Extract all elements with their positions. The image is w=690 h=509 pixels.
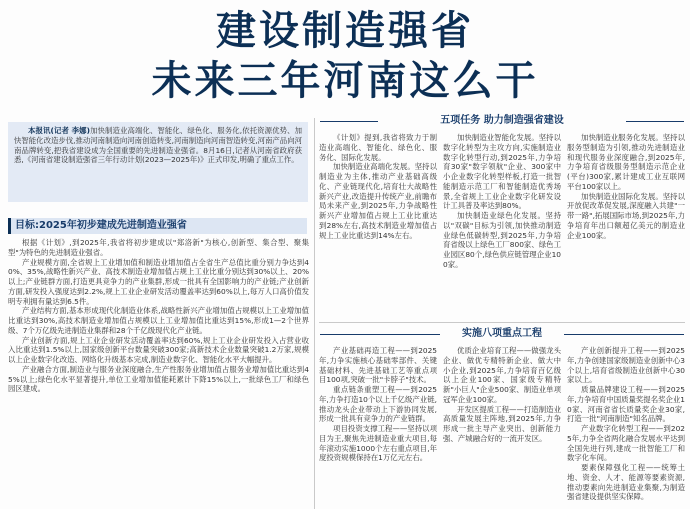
section-goal-paragraph: 产业规模方面,全省规上工业增加值和制造业增加值占全省生产总值比重分别力争达到40%、35%,战略性新兴产业、高技术制造业增加值占规上工业比重分别达到30%以上、20%以上;产业链群方面,打造更具竞争力的产业集群,形成一批具有全国影响力的产业链;产业创新方面,研发投入强度达到2.2%,规上工业企业研发活动覆盖率达到60%以上,每万人口高价值发明专利拥有量达到6.5件。 — [8, 257, 309, 306]
section-projects-paragraph: 重点链条重塑工程——到2025年,力争打造10个以上千亿级产业链,推动龙头企业带动上下游协同发展,形成一批具有竞争力的产业链群。 — [319, 385, 437, 424]
byline: 本报讯(记者 李娜) — [28, 126, 90, 135]
heading-rule-right — [564, 334, 684, 335]
section-goal-paragraph: 产业融合方面,制造业与服务业深度融合,生产性服务业增加值占服务业增加值比重达到45%以上;绿色化水平显著提升,单位工业增加值能耗累计下降15%以上,一批绿色工厂和绿色园区建成。 — [8, 364, 309, 394]
section-projects-col-2 — [443, 346, 561, 509]
section-tasks-paragraph: 加快制造业国际化发展。坚持以开放促改革促发展,深度融入共建"一带一路",拓展国际市场,到2025年,力争培育年出口额超亿美元的制造业企业100家。 — [567, 191, 685, 240]
section-tasks-paragraph: 《计划》提到,我省将致力于制造业高端化、智能化、绿色化、服务化、国际化发展。 — [319, 133, 437, 162]
heading-rule-left — [320, 121, 378, 122]
section-tasks-heading — [320, 113, 684, 129]
section-goal-paragraph: 根据《计划》,到2025年,我省将初步建成以"郑洛新"为核心,创新型、集合型、聚集型"为特色的先进制造业强省。 — [8, 238, 309, 257]
section-projects-paragraph: 开发区提质工程——打造制造业高质量发展主阵地,到2025年,力争形成一批主导产业突出、创新能力强、产城融合好的一流开发区。 — [443, 404, 561, 443]
section-projects-title: 实施八项重点工程 — [462, 328, 542, 339]
section-goal-heading — [8, 218, 307, 234]
section-tasks-paragraph: 加快制造业服务化发展。坚持以服务型制造为引领,推动先进制造业和现代服务业深度融合,到2025年,力争培育省级服务型制造示范企业(平台)300家,累计建成工业互联网平台100家以上。 — [567, 133, 685, 191]
section-projects-paragraph: 产业创新提升工程——到2025年,力争创建国家级制造业创新中心3个以上,培育省级制造业创新中心30家以上。 — [567, 346, 685, 385]
section-projects-paragraph: 质量品牌建设工程——到2025年,力争培育中国质量奖提名奖企业10家、河南省省长质量奖企业30家,打造一批"河南制造"知名品牌。 — [567, 385, 685, 424]
section-tasks-col-2 — [443, 133, 561, 319]
section-tasks-col-1 — [319, 133, 437, 319]
section-projects-paragraph: 产业数字化转型工程——到2025年,力争全省两化融合发展水平达到全国先进行列,建成一批智能工厂和数字化车间。 — [567, 424, 685, 463]
section-projects-paragraph: 项目投资支撑工程——坚持以项目为王,聚焦先进制造业重大项目,每年滚动实施1000个左右重点项目,年度投资规模保持在1万亿元左右。 — [319, 424, 437, 463]
section-goal-body — [8, 238, 309, 507]
section-tasks-paragraph: 加快制造业智能化发展。坚持以数字化转型为主攻方向,实施制造业数字化转型行动,到2025年,力争培育30家"数字领航"企业、300家中小企业数字化转型样板,打造一批智能制造示范工厂和智能制造优秀场景,全省规上工业企业数字化研发设计工具普及率达到80%。 — [443, 133, 561, 211]
headline-line-2: 未来三年河南这么干 — [151, 58, 539, 104]
section-projects-paragraph: 优质企业培育工程——做强龙头企业、做优专精特新企业、做大中小企业,到2025年,力争培育百亿级以上企业100家、国家级专精特新"小巨人"企业500家、制造业单项冠军企业100家。 — [443, 346, 561, 404]
section-projects-paragraph: 产业基础再造工程——到2025年,力争实施核心基础零部件、关键基础材料、先进基础工艺等重点项目100项,突破一批"卡脖子"技术。 — [319, 346, 437, 385]
lead-box — [8, 122, 308, 202]
section-goal-title: 目标:2025年初步建成先进制造业强省 — [15, 220, 187, 231]
heading-rule-right — [626, 121, 684, 122]
section-tasks-paragraph: 加快制造业绿色化发展。坚持以"双碳"目标为引领,加快推动制造业绿色低碳转型,到2025年,力争培育省级以上绿色工厂800家、绿色工业园区80个,绿色供应链管理企业100家。 — [443, 211, 561, 269]
section-tasks-paragraph: 加快制造业高端化发展。坚持以制造业为主体,推动产业基础高级化、产业链现代化,培育壮大战略性新兴产业,改造提升传统产业,前瞻布局未来产业,到2025年,力争战略性新兴产业增加值占规上工业比重达到28%左右,高技术制造业增加值占规上工业比重达到14%左右。 — [319, 162, 437, 240]
section-projects-paragraph: 要素保障强化工程——统筹土地、资金、人才、能源等要素资源,推动要素向先进制造业集聚,为制造强省建设提供坚实保障。 — [567, 463, 685, 502]
section-tasks-col-3 — [567, 133, 685, 319]
section-divider — [319, 322, 685, 323]
column-divider — [314, 118, 315, 509]
headline-line-1: 建设制造强省 — [216, 8, 474, 54]
heading-rule-left — [320, 334, 440, 335]
section-goal-paragraph: 产业创新方面,规上工业企业研发活动覆盖率达到60%,规上工业企业研发投入占营业收入比重达到1.5%以上,国家级创新平台数量突破300家;高新技术企业数量突破1.2万家,规模以上企业数字化改造、网络化升级基本完成,制造业数字化、智能化水平大幅提升。 — [8, 335, 309, 364]
lead-text: 加快制造业高端化、智能化、绿色化、服务化,依托资源优势、加快智能化改造步伐,推动河南制造向河南创造转变,河南制造向河南智造转变,河南产品向河南品牌转变,把我省建设成为全国重要的先进制造业强省。8月16日,记者从河南省政府获悉,《河南省建设制造强省三年行动计划(2023—2025年)》正式印发,明确了重点工作。 — [14, 126, 302, 165]
section-projects-col-1 — [319, 346, 437, 509]
section-projects-heading — [320, 326, 684, 342]
lead-paragraph — [14, 126, 302, 200]
section-goal-paragraph: 产业结构方面,基本形成现代化制造业体系,战略性新兴产业增加值占规模以上工业增加值比重达到30%,高技术制造业增加值占规模以上工业增加值比重达到15%,形成1—2个世界级、7个万亿级先进制造业集群和28个千亿级现代化产业链。 — [8, 306, 309, 335]
section-projects-col-3 — [567, 346, 685, 509]
section-tasks-title: 五项任务 助力制造强省建设 — [440, 115, 564, 126]
